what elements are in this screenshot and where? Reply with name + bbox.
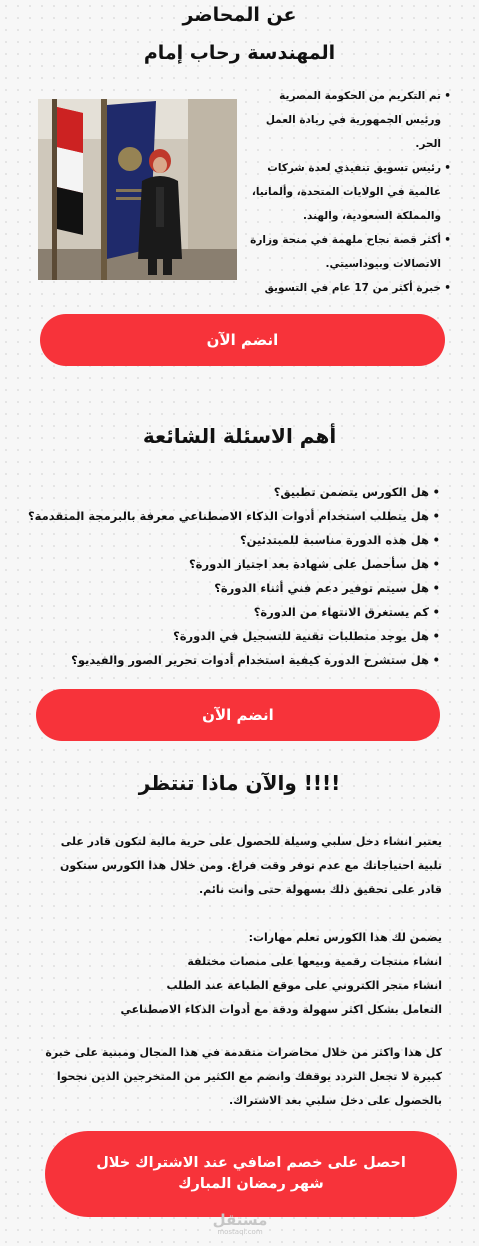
speaker-name: المهندسة رحاب إمام — [143, 42, 336, 64]
join-now-button-2[interactable]: انضم الآن — [36, 689, 440, 741]
mostaql-logo — [205, 1212, 275, 1236]
faq-question: • هل يوجد متطلبات تقنية للتسجيل في الدورة؟ — [30, 624, 440, 648]
faq-question: • هل هذه الدورة مناسبة للمبتدئين؟ — [30, 528, 440, 552]
bio-item: • أكثر قصة نجاح ملهمة في منحة وزارة الاتصالات وبيوداسيتي. — [243, 228, 451, 276]
skill-item: انشاء منتجات رقمية وبيعها على منصات مختلفة — [187, 955, 442, 968]
speaker-photo — [38, 99, 237, 280]
faq-question: • هل سأحصل على شهادة بعد اجتياز الدورة؟ — [30, 552, 440, 576]
faq-question: • هل ستشرح الدورة كيفية استخدام أدوات تحرير الصور والفيديو؟ — [30, 648, 440, 672]
closing-paragraph: كل هذا واكثر من خلال محاضرات متقدمة في هذا المجال ومبنية على خبرة كبيرة لا تجعل التردد يوقفك وانضم مع الكثير من المتخرجين الذين نجحوا بالحصول على دخل سلبي بعد الاشتراك. — [45, 1046, 442, 1107]
skill-item: التعامل بشكل اكثر سهولة ودقة مع أدوات الذكاء الاصطناعي — [120, 1003, 442, 1016]
faq-question: • كم يستغرق الانتهاء من الدورة؟ — [30, 600, 440, 624]
skills-block — [36, 926, 442, 1022]
wait-title: والآن ماذا تنتظر !!!! — [138, 771, 341, 795]
bio-item: • رئيس تسويق تنفيذي لعدة شركات عالمية في الولايات المتحدة، وألمانيا، والمملكة السعودية، والهند. — [243, 156, 451, 228]
faq-question: • هل يتطلب استخدام أدوات الذكاء الاصطناعي معرفة بالبرمجة المتقدمة؟ — [30, 504, 440, 528]
faq-title: أهم الاسئلة الشائعة — [142, 424, 337, 448]
join-now-button[interactable]: انضم الآن — [40, 314, 445, 366]
faq-question: • هل سيتم توفير دعم فني أثناء الدورة؟ — [30, 576, 440, 600]
ramadan-discount-button[interactable]: احصل على خصم اضافي عند الاشتراك خلال شهر رمضان المبارك — [45, 1131, 457, 1217]
speaker-heading: عن المحاضر — [182, 4, 297, 26]
logo-latin: mostaql.com — [217, 1228, 263, 1236]
bio-item: • خبرة أكثر من 17 عام في التسويق — [243, 276, 451, 300]
bio-item: • تم التكريم من الحكومة المصرية ورئيس الجمهورية في ريادة العمل الحر. — [243, 84, 451, 156]
faq-question: • هل الكورس يتضمن تطبيق؟ — [30, 480, 440, 504]
logo-arabic: مستقل — [212, 1211, 268, 1229]
passive-income-paragraph: يعتبر انشاء دخل سلبي وسيلة للحصول على حرية مالية لتكون قادر على تلبية احتياجاتك مع عدم توفر وقت فراغ. ومن خلال هذا الكورس ستكون قادر على تحقيق ذلك بسهولة حتى وانت نائم. — [60, 835, 442, 896]
faq-list — [27, 480, 440, 672]
skills-intro: يضمن لك هذا الكورس تعلم مهارات: — [248, 931, 442, 944]
speaker-bio — [243, 84, 451, 300]
skill-item: انشاء متجر الكتروني على موقع الطباعة عند الطلب — [166, 979, 442, 992]
